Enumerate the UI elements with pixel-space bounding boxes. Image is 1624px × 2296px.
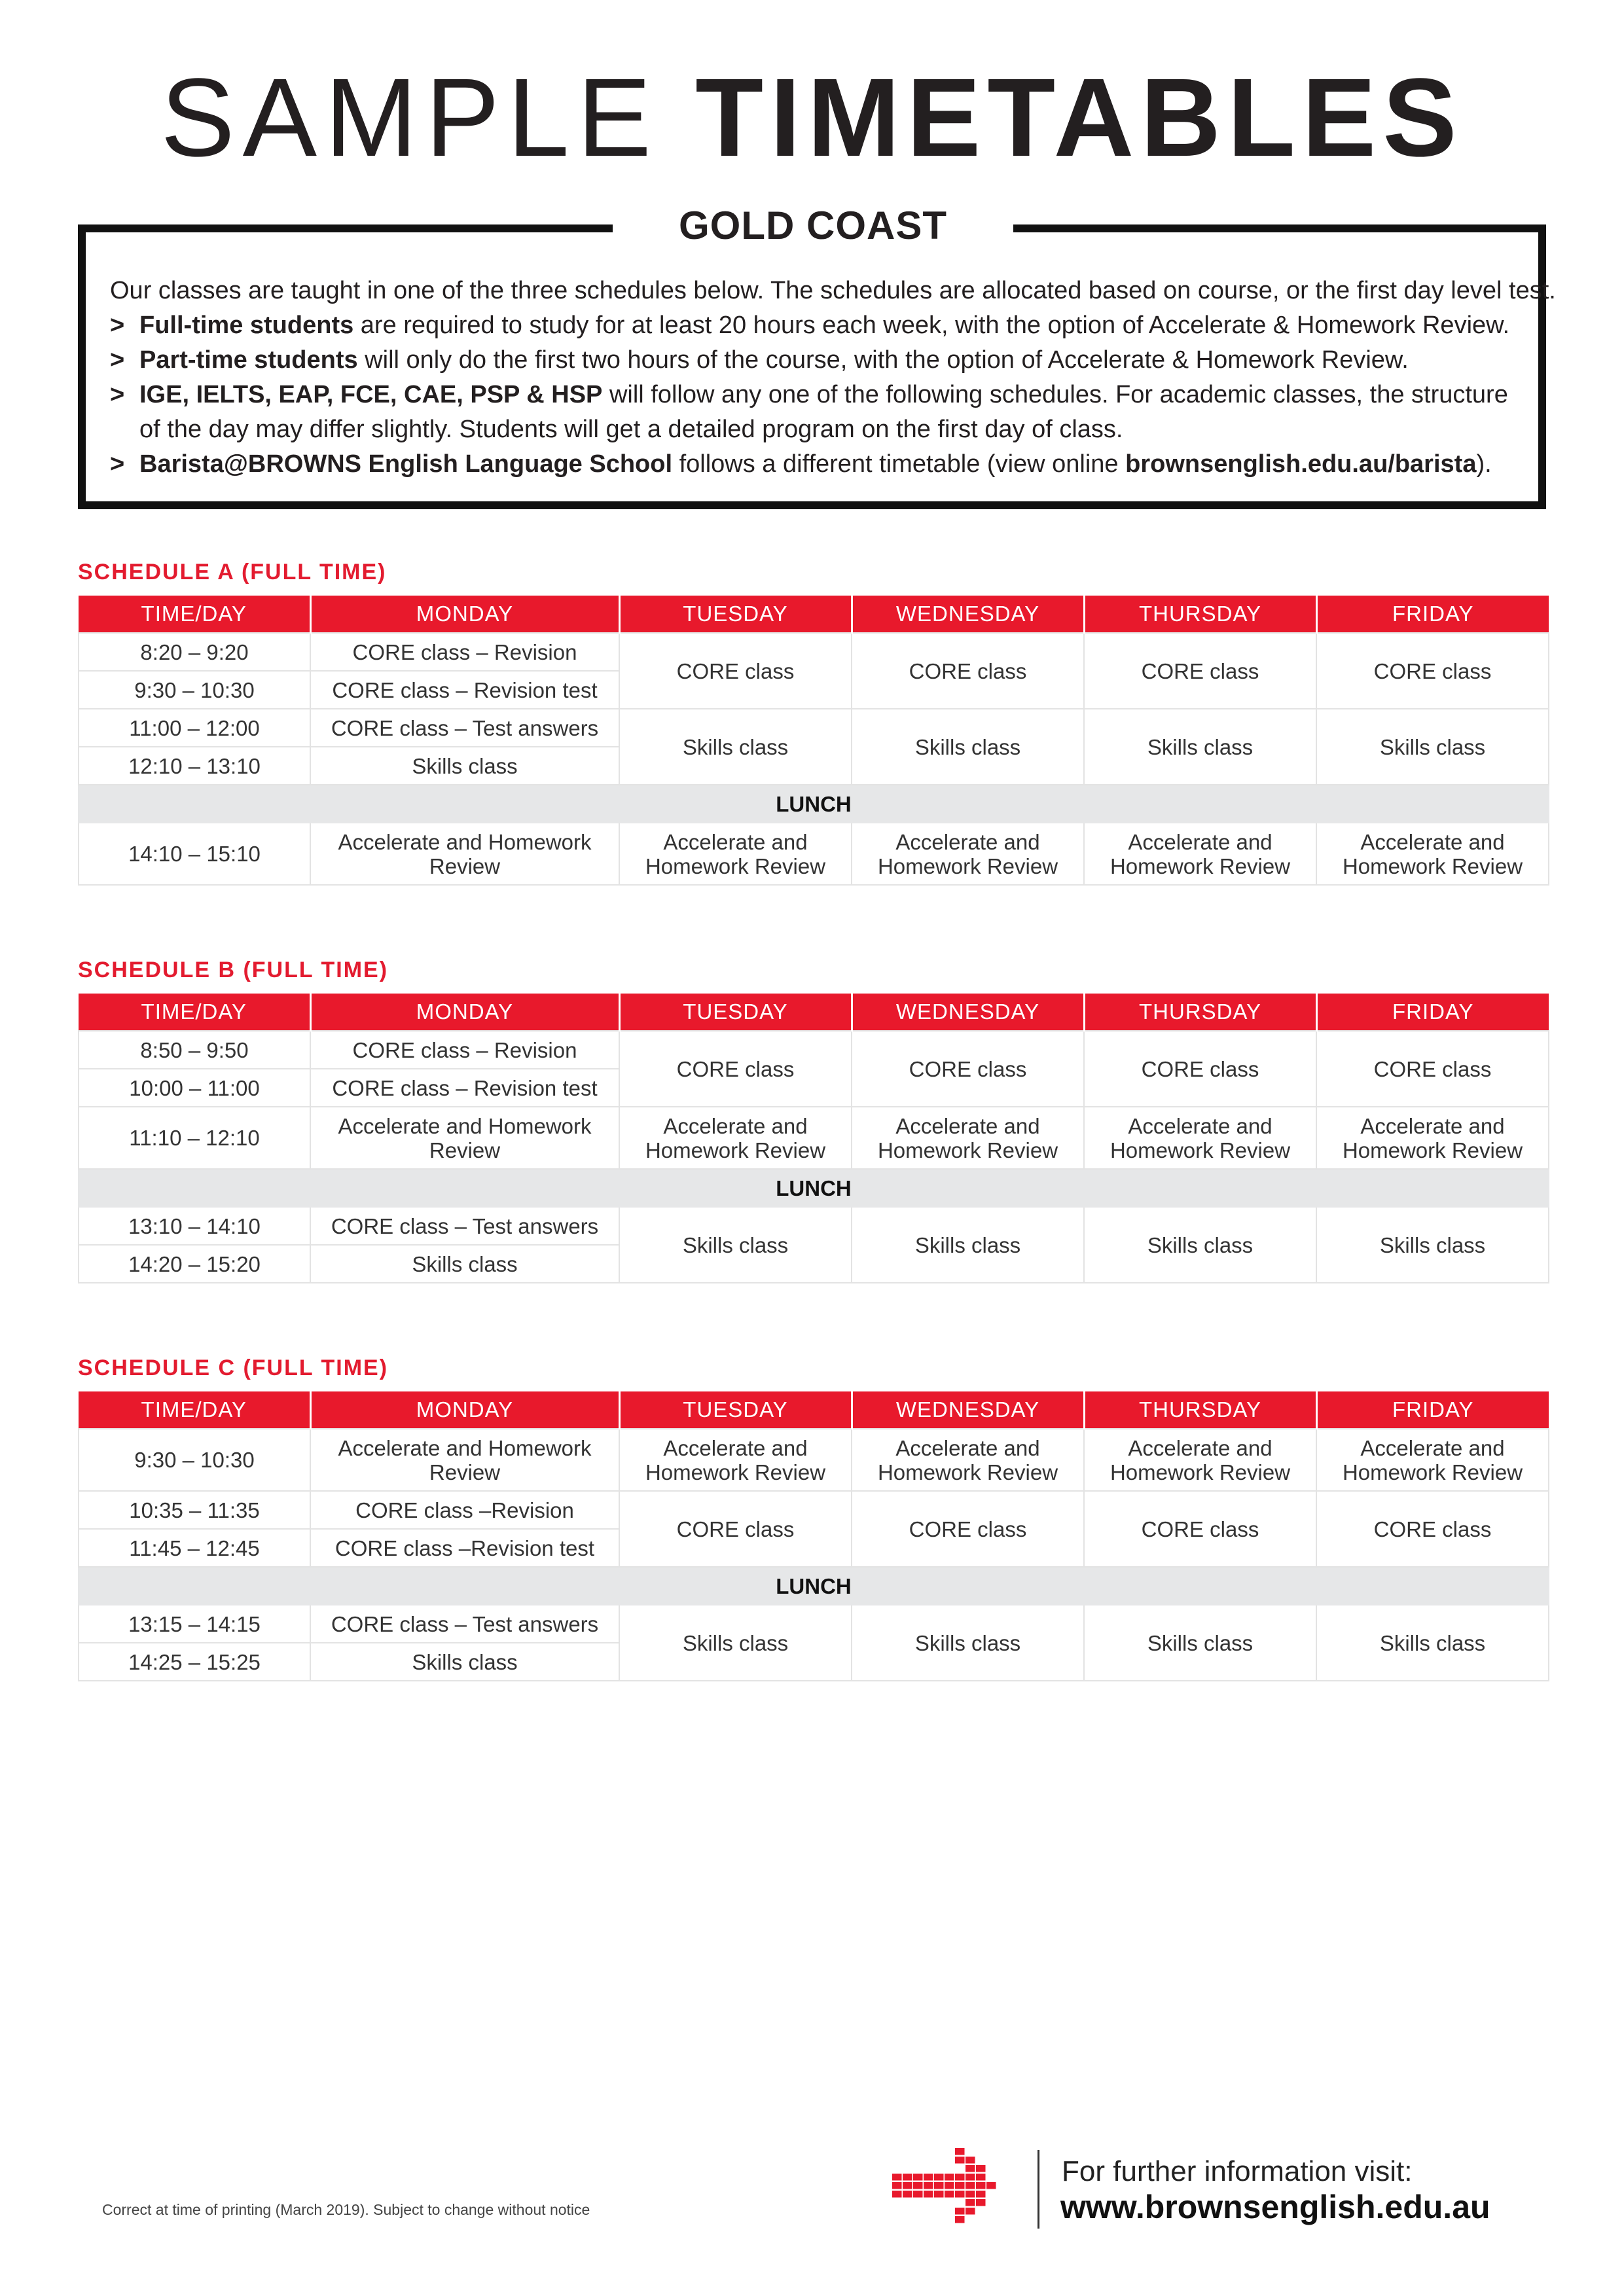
- day-cell: Accelerate and Homework Review: [1316, 1429, 1549, 1491]
- time-cell: 13:10 – 14:10: [79, 1207, 310, 1245]
- monday-cell: CORE class – Revision: [310, 633, 619, 671]
- schedule-table: [78, 994, 1549, 1283]
- footer-divider: [1038, 2150, 1039, 2229]
- time-cell: 9:30 – 10:30: [79, 671, 310, 709]
- column-header: MONDAY: [310, 596, 619, 633]
- time-cell: 13:15 – 14:15: [79, 1605, 310, 1643]
- table-row: [79, 823, 1549, 885]
- table-row: [79, 1207, 1549, 1245]
- day-cell: Skills class: [1084, 1605, 1316, 1681]
- time-cell: 9:30 – 10:30: [79, 1429, 310, 1491]
- day-cell: Accelerate and Homework Review: [1084, 823, 1316, 885]
- day-cell: Accelerate and Homework Review: [1316, 1107, 1549, 1169]
- time-cell: 11:00 – 12:00: [79, 709, 310, 747]
- monday-cell: CORE class – Test answers: [310, 1605, 619, 1643]
- time-cell: 11:45 – 12:45: [79, 1529, 310, 1567]
- monday-cell: Accelerate and Homework Review: [310, 1429, 619, 1491]
- day-cell: CORE class: [1084, 1031, 1316, 1107]
- browns-arrow-logo: [892, 2148, 1013, 2230]
- monday-cell: CORE class – Revision test: [310, 671, 619, 709]
- day-cell: CORE class: [619, 633, 852, 709]
- schedule-title: SCHEDULE A (FULL TIME): [78, 560, 387, 584]
- day-cell: CORE class: [1316, 633, 1549, 709]
- table-row: [79, 1491, 1549, 1529]
- day-cell: CORE class: [852, 1031, 1084, 1107]
- time-cell: 12:10 – 13:10: [79, 747, 310, 785]
- title-bold: TIMETABLES: [695, 56, 1464, 180]
- table-row: [79, 1169, 1549, 1207]
- day-cell: Skills class: [1316, 1605, 1549, 1681]
- column-header: TIME/DAY: [79, 1391, 310, 1429]
- schedule-table: [78, 1391, 1549, 1681]
- column-header: MONDAY: [310, 1391, 619, 1429]
- schedule-title: SCHEDULE C (FULL TIME): [78, 1355, 389, 1380]
- day-cell: Accelerate and Homework Review: [619, 823, 852, 885]
- column-header: TUESDAY: [619, 596, 852, 633]
- day-cell: Skills class: [852, 1207, 1084, 1283]
- day-cell: Skills class: [619, 1207, 852, 1283]
- time-cell: 10:35 – 11:35: [79, 1491, 310, 1529]
- time-cell: 14:10 – 15:10: [79, 823, 310, 885]
- column-header: THURSDAY: [1084, 1391, 1316, 1429]
- info-bullet: > Barista@BROWNS English Language School follows a different timetable (view online brownsenglish.edu.au/barista).: [110, 447, 1530, 482]
- time-cell: 14:20 – 15:20: [79, 1245, 310, 1283]
- column-header: WEDNESDAY: [852, 1391, 1084, 1429]
- column-header: TUESDAY: [619, 994, 852, 1031]
- day-cell: CORE class: [1084, 1491, 1316, 1567]
- monday-cell: Accelerate and Homework Review: [310, 1107, 619, 1169]
- info-bullet: > Full-time students are required to study for at least 20 hours each week, with the option of Accelerate & Homework Review.: [110, 308, 1530, 343]
- column-header: WEDNESDAY: [852, 994, 1084, 1031]
- day-cell: Accelerate and Homework Review: [852, 1429, 1084, 1491]
- day-cell: CORE class: [852, 633, 1084, 709]
- website-link[interactable]: www.brownsenglish.edu.au: [1060, 2189, 1490, 2225]
- lunch-row: LUNCH: [79, 785, 1549, 823]
- page-title: [0, 56, 1624, 180]
- lunch-row: LUNCH: [79, 1567, 1549, 1605]
- monday-cell: CORE class – Revision test: [310, 1069, 619, 1107]
- column-header: TIME/DAY: [79, 994, 310, 1031]
- column-header: THURSDAY: [1084, 994, 1316, 1031]
- column-header: FRIDAY: [1316, 1391, 1549, 1429]
- monday-cell: Skills class: [310, 747, 619, 785]
- day-cell: Accelerate and Homework Review: [1084, 1429, 1316, 1491]
- monday-cell: Skills class: [310, 1245, 619, 1283]
- time-cell: 10:00 – 11:00: [79, 1069, 310, 1107]
- day-cell: Accelerate and Homework Review: [1316, 823, 1549, 885]
- monday-cell: CORE class –Revision test: [310, 1529, 619, 1567]
- column-header: TUESDAY: [619, 1391, 852, 1429]
- monday-cell: Skills class: [310, 1643, 619, 1681]
- day-cell: Skills class: [1084, 1207, 1316, 1283]
- time-cell: 14:25 – 15:25: [79, 1643, 310, 1681]
- column-header: THURSDAY: [1084, 596, 1316, 633]
- day-cell: Accelerate and Homework Review: [619, 1429, 852, 1491]
- footnote: Correct at time of printing (March 2019). Subject to change without notice: [102, 2201, 590, 2218]
- info-bullet: > IGE, IELTS, EAP, FCE, CAE, PSP & HSP will follow any one of the following schedules. For academic classes, the structure: [110, 378, 1530, 412]
- day-cell: Skills class: [619, 1605, 852, 1681]
- column-header: FRIDAY: [1316, 596, 1549, 633]
- day-cell: Skills class: [1316, 709, 1549, 785]
- day-cell: CORE class: [619, 1491, 852, 1567]
- day-cell: Skills class: [852, 709, 1084, 785]
- table-row: [79, 1429, 1549, 1491]
- day-cell: Accelerate and Homework Review: [619, 1107, 852, 1169]
- day-cell: CORE class: [619, 1031, 852, 1107]
- time-cell: 8:50 – 9:50: [79, 1031, 310, 1069]
- monday-cell: Accelerate and Homework Review: [310, 823, 619, 885]
- day-cell: CORE class: [1084, 633, 1316, 709]
- day-cell: Skills class: [619, 709, 852, 785]
- table-row: [79, 709, 1549, 747]
- column-header: MONDAY: [310, 994, 619, 1031]
- time-cell: 11:10 – 12:10: [79, 1107, 310, 1169]
- info-bullet: > Part-time students will only do the first two hours of the course, with the option of Accelerate & Homework Review.: [110, 343, 1530, 378]
- info-bullet-continuation: of the day may differ slightly. Students will get a detailed program on the first day of class.: [139, 416, 1123, 443]
- day-cell: Skills class: [1084, 709, 1316, 785]
- info-intro: Our classes are taught in one of the three schedules below. The schedules are allocated based on course, or the first day level test.: [110, 277, 1556, 304]
- day-cell: Accelerate and Homework Review: [1084, 1107, 1316, 1169]
- table-row: [79, 1605, 1549, 1643]
- column-header: TIME/DAY: [79, 596, 310, 633]
- info-box-heading: GOLD COAST: [613, 200, 1013, 252]
- day-cell: Accelerate and Homework Review: [852, 1107, 1084, 1169]
- monday-cell: CORE class – Test answers: [310, 1207, 619, 1245]
- monday-cell: CORE class – Revision: [310, 1031, 619, 1069]
- day-cell: Skills class: [852, 1605, 1084, 1681]
- lunch-row: LUNCH: [79, 1169, 1549, 1207]
- barista-link[interactable]: brownsenglish.edu.au/barista: [1125, 450, 1477, 478]
- day-cell: CORE class: [852, 1491, 1084, 1567]
- column-header: FRIDAY: [1316, 994, 1549, 1031]
- table-row: [79, 633, 1549, 671]
- day-cell: Skills class: [1316, 1207, 1549, 1283]
- further-info-label: For further information visit:: [1062, 2155, 1413, 2187]
- title-light: SAMPLE: [160, 56, 659, 180]
- info-text: [110, 274, 1556, 482]
- time-cell: 8:20 – 9:20: [79, 633, 310, 671]
- day-cell: CORE class: [1316, 1031, 1549, 1107]
- day-cell: Accelerate and Homework Review: [852, 823, 1084, 885]
- schedule-title: SCHEDULE B (FULL TIME): [78, 958, 389, 982]
- day-cell: CORE class: [1316, 1491, 1549, 1567]
- schedule-table: [78, 596, 1549, 886]
- monday-cell: CORE class – Test answers: [310, 709, 619, 747]
- table-row: [79, 785, 1549, 823]
- table-row: [79, 1107, 1549, 1169]
- table-row: [79, 1567, 1549, 1605]
- monday-cell: CORE class –Revision: [310, 1491, 619, 1529]
- table-row: [79, 1031, 1549, 1069]
- column-header: WEDNESDAY: [852, 596, 1084, 633]
